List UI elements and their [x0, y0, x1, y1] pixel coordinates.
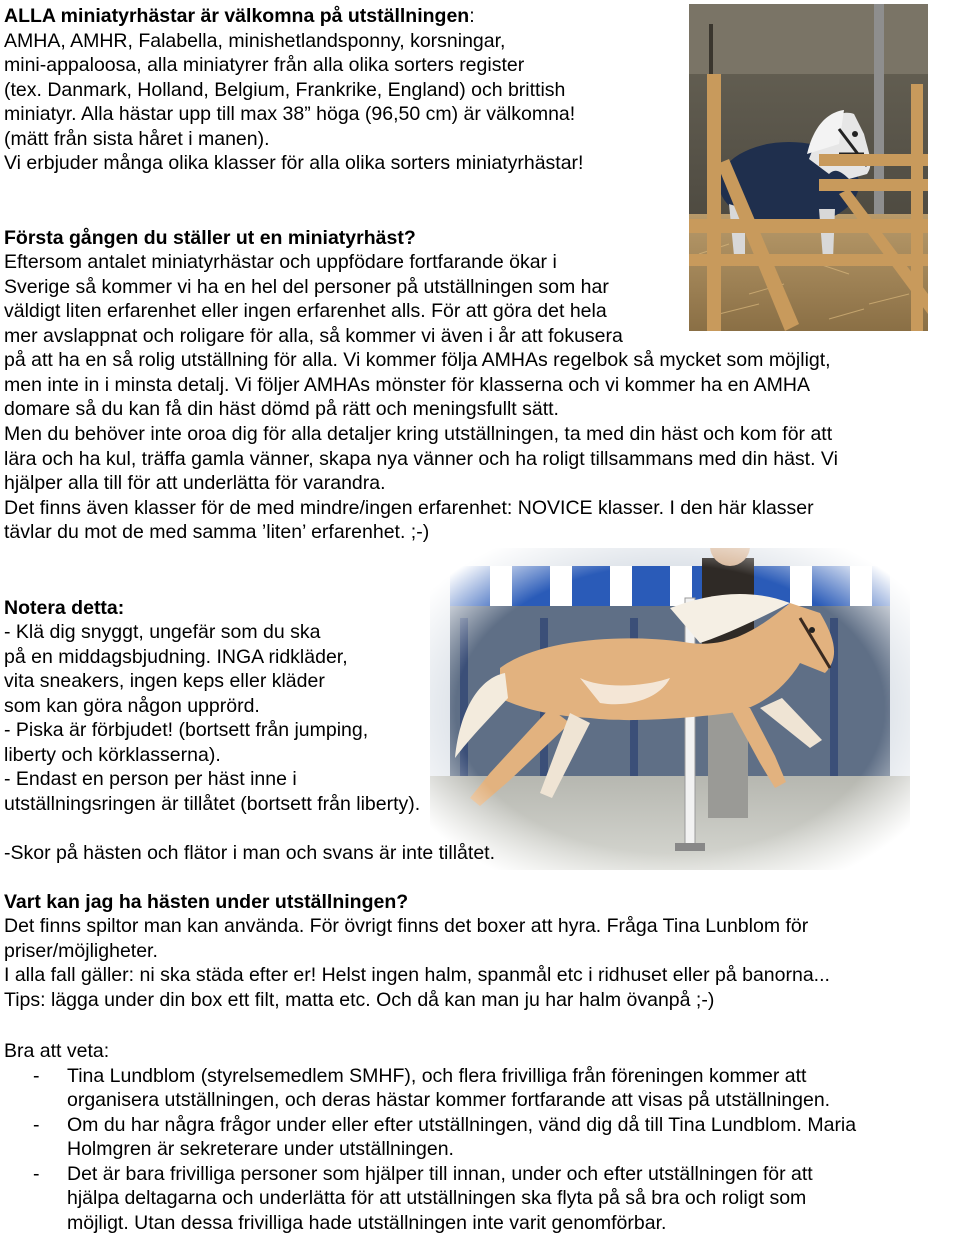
intro-line: (tex. Danmark, Holland, Belgium, Frankrike, England) och brittish: [4, 79, 566, 101]
notes-line: vita sneakers, ingen keps eller kläder: [4, 670, 325, 692]
bullet-line: Tina Lundblom (styrelsemedlem SMHF), och flera frivilliga från föreningen kommer att: [67, 1065, 807, 1087]
first-time-line: Sverige så kommer vi ha en hel del personer på utställningen som har: [4, 276, 609, 298]
first-time-line: hjälper alla till för att underlätta för varandra.: [4, 472, 386, 494]
first-time-line: domare så du kan få din häst dömd på rätt och meningsfullt sätt.: [4, 398, 559, 420]
bullet-marker: -: [33, 1163, 40, 1185]
jumping-horse-illustration: [430, 548, 910, 870]
stall-pony-illustration: [689, 4, 928, 331]
bullet-line: hjälpa deltagarna och underlätta för att utställningen ska flyta på så bra och roligt som: [67, 1187, 807, 1209]
first-time-line: Men du behöver inte oroa dig för alla detaljer kring utställningen, ta med din häst och kom för att: [4, 423, 833, 445]
stall-pony-photo: [689, 4, 928, 331]
bullet-line: möjligt. Utan dessa frivilliga hade utställningen inte varit genomförbar.: [67, 1212, 667, 1234]
first-time-line: men inte in i minsta detalj. Vi följer AMHAs mönster för klasserna och vi kommer ha en AMHA: [4, 374, 810, 396]
good-to-know-heading: Bra att veta:: [4, 1040, 110, 1062]
bullet-line: Det är bara frivilliga personer som hjälper till innan, under och efter utställningen för att: [67, 1163, 813, 1185]
notes-line: utställningsringen är tillåtet (bortsett från liberty).: [4, 793, 421, 815]
first-time-heading: Första gången du ställer ut en miniatyrhäst?: [4, 227, 416, 249]
notes-line: på en middagsbjudning. INGA ridkläder,: [4, 646, 348, 668]
bullet-line: organisera utställningen, och deras hästar kommer fortfarande att visas på utställningen.: [67, 1089, 831, 1111]
intro-heading-text: ALLA miniatyrhästar är välkomna på utställningen: [4, 5, 470, 27]
notes-line: - Klä dig snyggt, ungefär som du ska: [4, 621, 321, 643]
where-line: I alla fall gäller: ni ska städa efter er! Helst ingen halm, spanmål etc i ridhuset eller på banorna...: [4, 964, 830, 986]
where-heading: Vart kan jag ha hästen under utställningen?: [4, 891, 409, 913]
first-time-line: Eftersom antalet miniatyrhästar och uppfödare fortfarande ökar i: [4, 251, 557, 273]
notes-line: liberty och körklasserna).: [4, 744, 221, 766]
where-line: Tips: lägga under din box ett filt, matta etc. Och då kan man ju har halm övanpå ;-): [4, 989, 715, 1011]
intro-heading-colon: :: [469, 5, 475, 27]
notes-line: som kan göra någon upprörd.: [4, 695, 260, 717]
first-time-line: på att ha en så rolig utställning för alla. Vi kommer följa AMHAs regelbok så mycket som möjligt,: [4, 349, 831, 371]
notes-extra: -Skor på hästen och flätor i man och svans är inte tillåtet.: [4, 842, 495, 864]
bullet-marker: -: [33, 1065, 40, 1087]
first-time-line: tävlar du mot de med samma ’liten’ erfarenhet. ;-): [4, 521, 430, 543]
intro-line: miniatyr. Alla hästar upp till max 38” höga (96,50 cm) är välkomna!: [4, 103, 576, 125]
first-time-line: Det finns även klasser för de med mindre/ingen erfarenhet: NOVICE klasser. I den här klasser: [4, 497, 814, 519]
jumping-horse-photo: [430, 548, 910, 870]
where-line: Det finns spiltor man kan använda. För övrigt finns det boxer att hyra. Fråga Tina Lunblom för: [4, 915, 809, 937]
bullet-line: Om du har några frågor under eller efter utställningen, vänd dig då till Tina Lundblom. Maria: [67, 1114, 857, 1136]
where-line: priser/möjligheter.: [4, 940, 158, 962]
intro-line: Vi erbjuder många olika klasser för alla olika sorters miniatyrhästar!: [4, 152, 584, 174]
first-time-line: mer avslappnat och roligare för alla, så kommer vi även i år att fokusera: [4, 325, 623, 347]
notes-heading: Notera detta:: [4, 597, 125, 619]
first-time-line: lära och ha kul, träffa gamla vänner, skapa nya vänner och ha roligt tillsammans med din häst. Vi: [4, 448, 838, 470]
intro-heading: [4, 4, 475, 29]
intro-line: (mätt från sista håret i manen).: [4, 128, 270, 150]
first-time-line: väldigt liten erfarenhet eller ingen erfarenhet alls. För att göra det hela: [4, 300, 607, 322]
bullet-line: Holmgren är sekreterare under utställningen.: [67, 1138, 454, 1160]
intro-line: mini-appaloosa, alla miniatyrer från alla olika sorters register: [4, 54, 525, 76]
notes-line: - Endast en person per häst inne i: [4, 768, 297, 790]
intro-line: AMHA, AMHR, Falabella, minishetlandsponny, korsningar,: [4, 30, 506, 52]
bullet-marker: -: [33, 1114, 40, 1136]
notes-line: - Piska är förbjudet! (bortsett från jumping,: [4, 719, 369, 741]
